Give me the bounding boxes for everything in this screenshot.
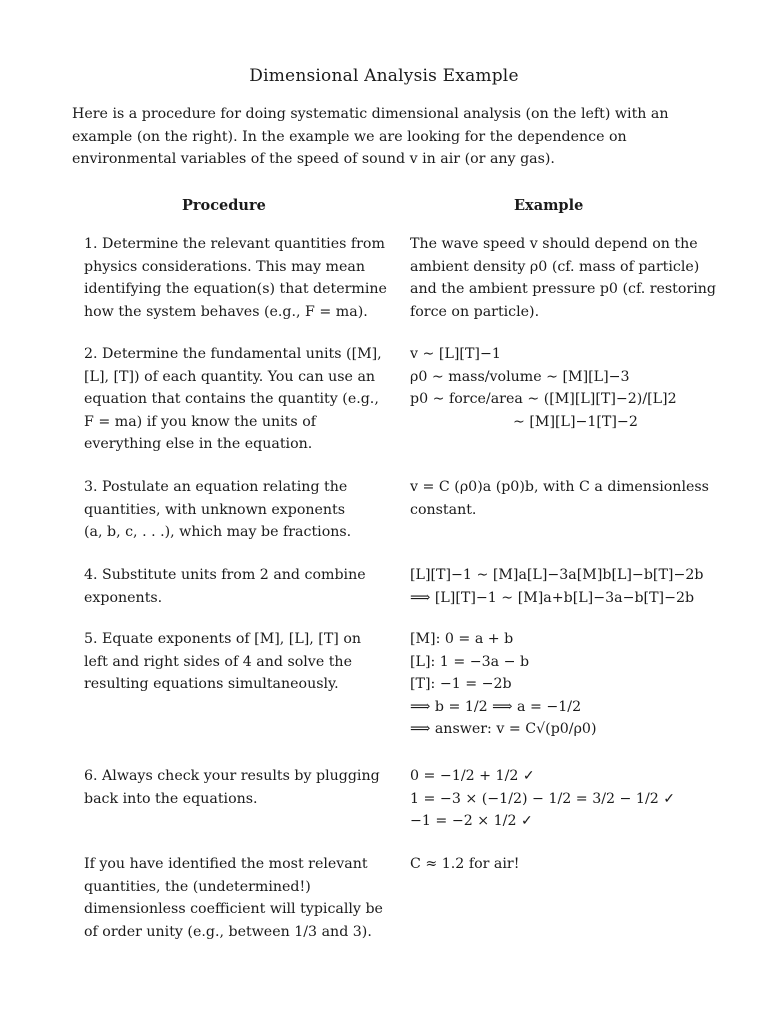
procedure-line: 4. Substitute units from 2 and combine <box>84 567 366 583</box>
example-line: The wave speed v should depend on the <box>410 236 698 252</box>
procedure-line: [L], [T]) of each quantity. You can use an <box>84 368 376 385</box>
procedure-step <box>84 343 382 456</box>
example-step <box>410 233 716 323</box>
procedure-line: left and right sides of 4 and solve the <box>84 653 352 670</box>
example-line: and the ambient pressure p0 (cf. restoring <box>410 281 716 297</box>
procedure-line: 5. Equate exponents of [M], [L], [T] on <box>84 631 362 647</box>
example-line: ρ0 ∼ mass/volume ∼ [M][L]−3 <box>410 368 630 385</box>
example-line: [M]: 0 = a + b <box>410 631 514 647</box>
procedure-step <box>84 765 380 810</box>
procedure-line: resulting equations simultaneously. <box>84 676 339 692</box>
example-line: ambient density ρ0 (cf. mass of particle) <box>410 258 700 275</box>
example-line: [L][T]−1 ∼ [M]a[L]−3a[M]b[L]−b[T]−2b <box>410 567 704 583</box>
procedure-step <box>84 853 383 943</box>
procedure-line: dimensionless coefficient will typically be <box>84 901 383 917</box>
procedure-line: identifying the equation(s) that determine <box>84 281 387 297</box>
procedure-line: quantities, the (undetermined!) <box>84 878 311 895</box>
page-title: Dimensional Analysis Example <box>249 66 519 86</box>
procedure-step <box>84 628 364 696</box>
example-step <box>410 476 710 521</box>
procedure-header: Procedure <box>182 197 266 214</box>
example-step <box>410 628 710 741</box>
procedure-line: 3. Postulate an equation relating the <box>84 479 348 495</box>
procedure-line: 1. Determine the relevant quantities from <box>84 236 385 252</box>
procedure-step <box>84 233 387 323</box>
intro-paragraph: Here is a procedure for doing systematic dimensional analysis (on the left) with an example (on the right). In the example we are looking for the dependence on environmental variables of the speed of sound v in air (or any gas). <box>72 106 669 168</box>
procedure-line: 6. Always check your results by plugging <box>84 768 380 784</box>
procedure-line: exponents. <box>84 589 163 606</box>
procedure-step <box>84 564 364 609</box>
procedure-line: quantities, with unknown exponents <box>84 501 346 518</box>
example-step <box>410 765 710 833</box>
example-line: ⟹ b = 1/2 ⟹ a = −1/2 <box>410 698 582 715</box>
procedure-line: (a, b, c, . . .), which may be fractions. <box>84 524 352 540</box>
procedure-line: physics considerations. This may mean <box>84 258 365 275</box>
example-step <box>410 564 710 609</box>
example-line: v = C (ρ0)a (p0)b, with C a dimensionless <box>410 479 709 495</box>
example-line: [L]: 1 = −3a − b <box>410 653 530 670</box>
procedure-line: back into the equations. <box>84 790 258 807</box>
procedure-line: everything else in the equation. <box>84 436 313 452</box>
procedure-line: If you have identified the most relevant <box>84 856 368 872</box>
example-header: Example <box>514 197 584 214</box>
example-line: ⟹ [L][T]−1 ∼ [M]a+b[L]−3a−b[T]−2b <box>410 589 695 606</box>
procedure-line: 2. Determine the fundamental units ([M], <box>84 346 382 362</box>
example-line: v ∼ [L][T]−1 <box>410 346 501 362</box>
example-line: ∼ [M][L]−1[T]−2 <box>513 413 638 430</box>
example-line: constant. <box>410 501 477 518</box>
example-line: force on particle). <box>410 303 540 320</box>
procedure-line: F = ma) if you know the units of <box>84 413 316 430</box>
example-line: p0 ∼ force/area ∼ ([M][L][T]−2)/[L]2 <box>410 391 677 407</box>
example-step <box>410 343 710 433</box>
procedure-line: equation that contains the quantity (e.g., <box>84 391 379 407</box>
example-line: 1 = −3 × (−1/2) − 1/2 = 3/2 − 1/2 ✓ <box>410 790 676 807</box>
example-line: ⟹ answer: v = C√(p0/ρ0) <box>410 721 597 737</box>
example-line: [T]: −1 = −2b <box>410 676 512 692</box>
procedure-line: how the system behaves (e.g., F = ma). <box>84 303 368 320</box>
procedure-line: of order unity (e.g., between 1/3 and 3). <box>84 923 372 940</box>
example-line: −1 = −2 × 1/2 ✓ <box>410 813 533 829</box>
example-step <box>410 853 710 876</box>
example-line: 0 = −1/2 + 1/2 ✓ <box>410 768 535 784</box>
example-line: C ≈ 1.2 for air! <box>410 856 520 872</box>
procedure-step <box>84 476 364 544</box>
